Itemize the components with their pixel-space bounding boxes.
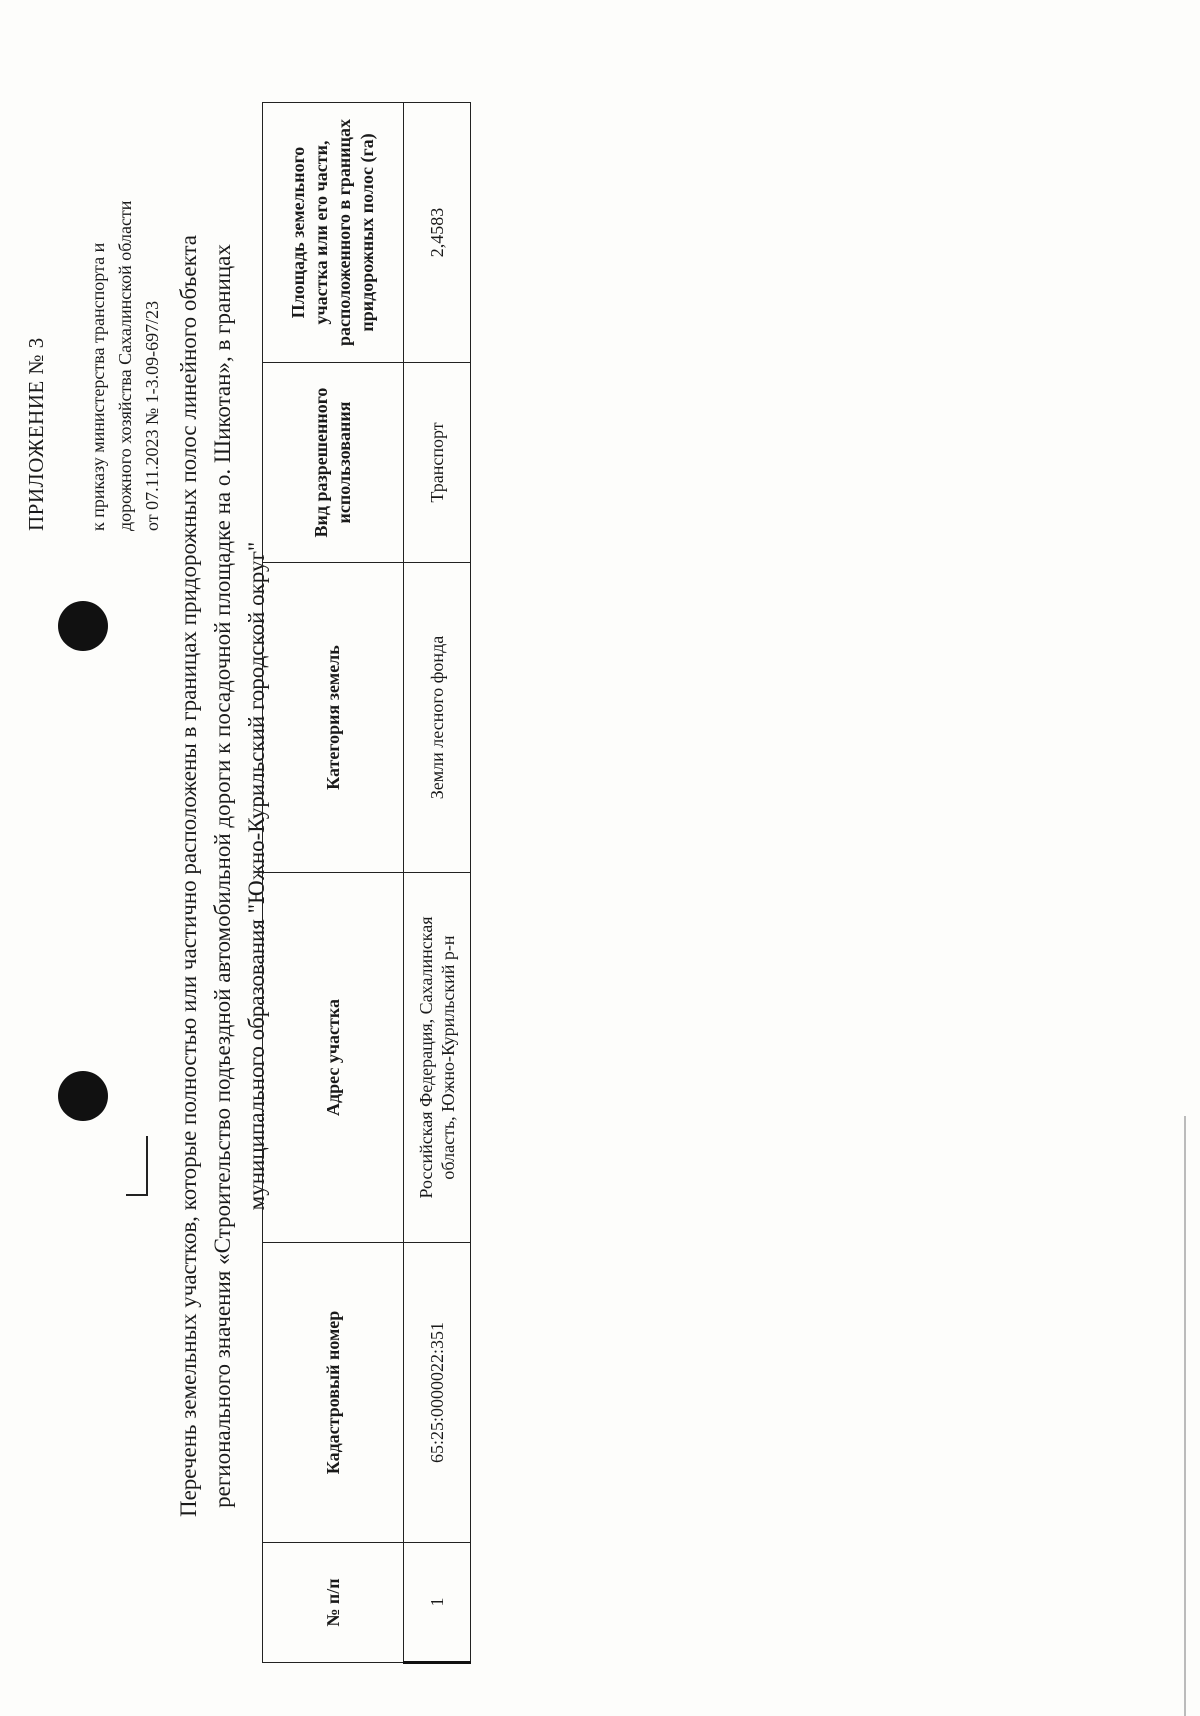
header-number: № п/п xyxy=(263,1543,404,1663)
punch-hole-mark xyxy=(58,601,108,651)
table-header-row xyxy=(263,103,404,1663)
header-permitted-use: Вид разрешенного использования xyxy=(263,363,404,563)
order-reference-line: дорожного хозяйства Сахалинской области xyxy=(115,200,135,531)
header-land-category: Категория земель xyxy=(263,563,404,873)
order-reference-line: к приказу министерства транспорта и xyxy=(88,242,108,531)
order-reference-line: от 07.11.2023 № 1-3.09-697/23 xyxy=(142,300,162,531)
cell-cadastral-number: 65:25:0000022:351 xyxy=(404,1243,471,1543)
heading-line: регионального значения «Строительство подъездной автомобильной дороги к посадочной площадке на о. Шикотан», в границах xyxy=(210,244,235,1508)
document-heading xyxy=(172,86,274,1666)
cell-address: Российская Федерация, Сахалинская область, Южно-Курильский р-н xyxy=(404,873,471,1243)
punch-hole-mark xyxy=(58,1071,108,1121)
heading-line: муниципального образования "Южно-Курильский городской округ" xyxy=(244,541,269,1211)
cell-number: 1 xyxy=(404,1543,471,1663)
cell-land-category: Земли лесного фонда xyxy=(404,563,471,873)
header-area: Площадь земельного участка или его части, расположенного в границах придорожных полос (га) xyxy=(263,103,404,363)
cell-area: 2,4583 xyxy=(404,103,471,363)
header-cadastral-number: Кадастровый номер xyxy=(263,1243,404,1543)
appendix-title: ПРИЛОЖЕНИЕ № 3 xyxy=(24,337,48,531)
stamp-bracket-mark xyxy=(126,1136,148,1196)
order-reference xyxy=(85,11,166,531)
scan-edge-line xyxy=(1184,1116,1186,1716)
table-row xyxy=(404,103,471,1663)
header-address: Адрес участка xyxy=(263,873,404,1243)
cell-permitted-use: Транспорт xyxy=(404,363,471,563)
land-parcels-table xyxy=(262,102,471,1664)
heading-line: Перечень земельных участков, которые полностью или частично расположены в границах придорожных полос линейного объекта xyxy=(176,234,201,1518)
